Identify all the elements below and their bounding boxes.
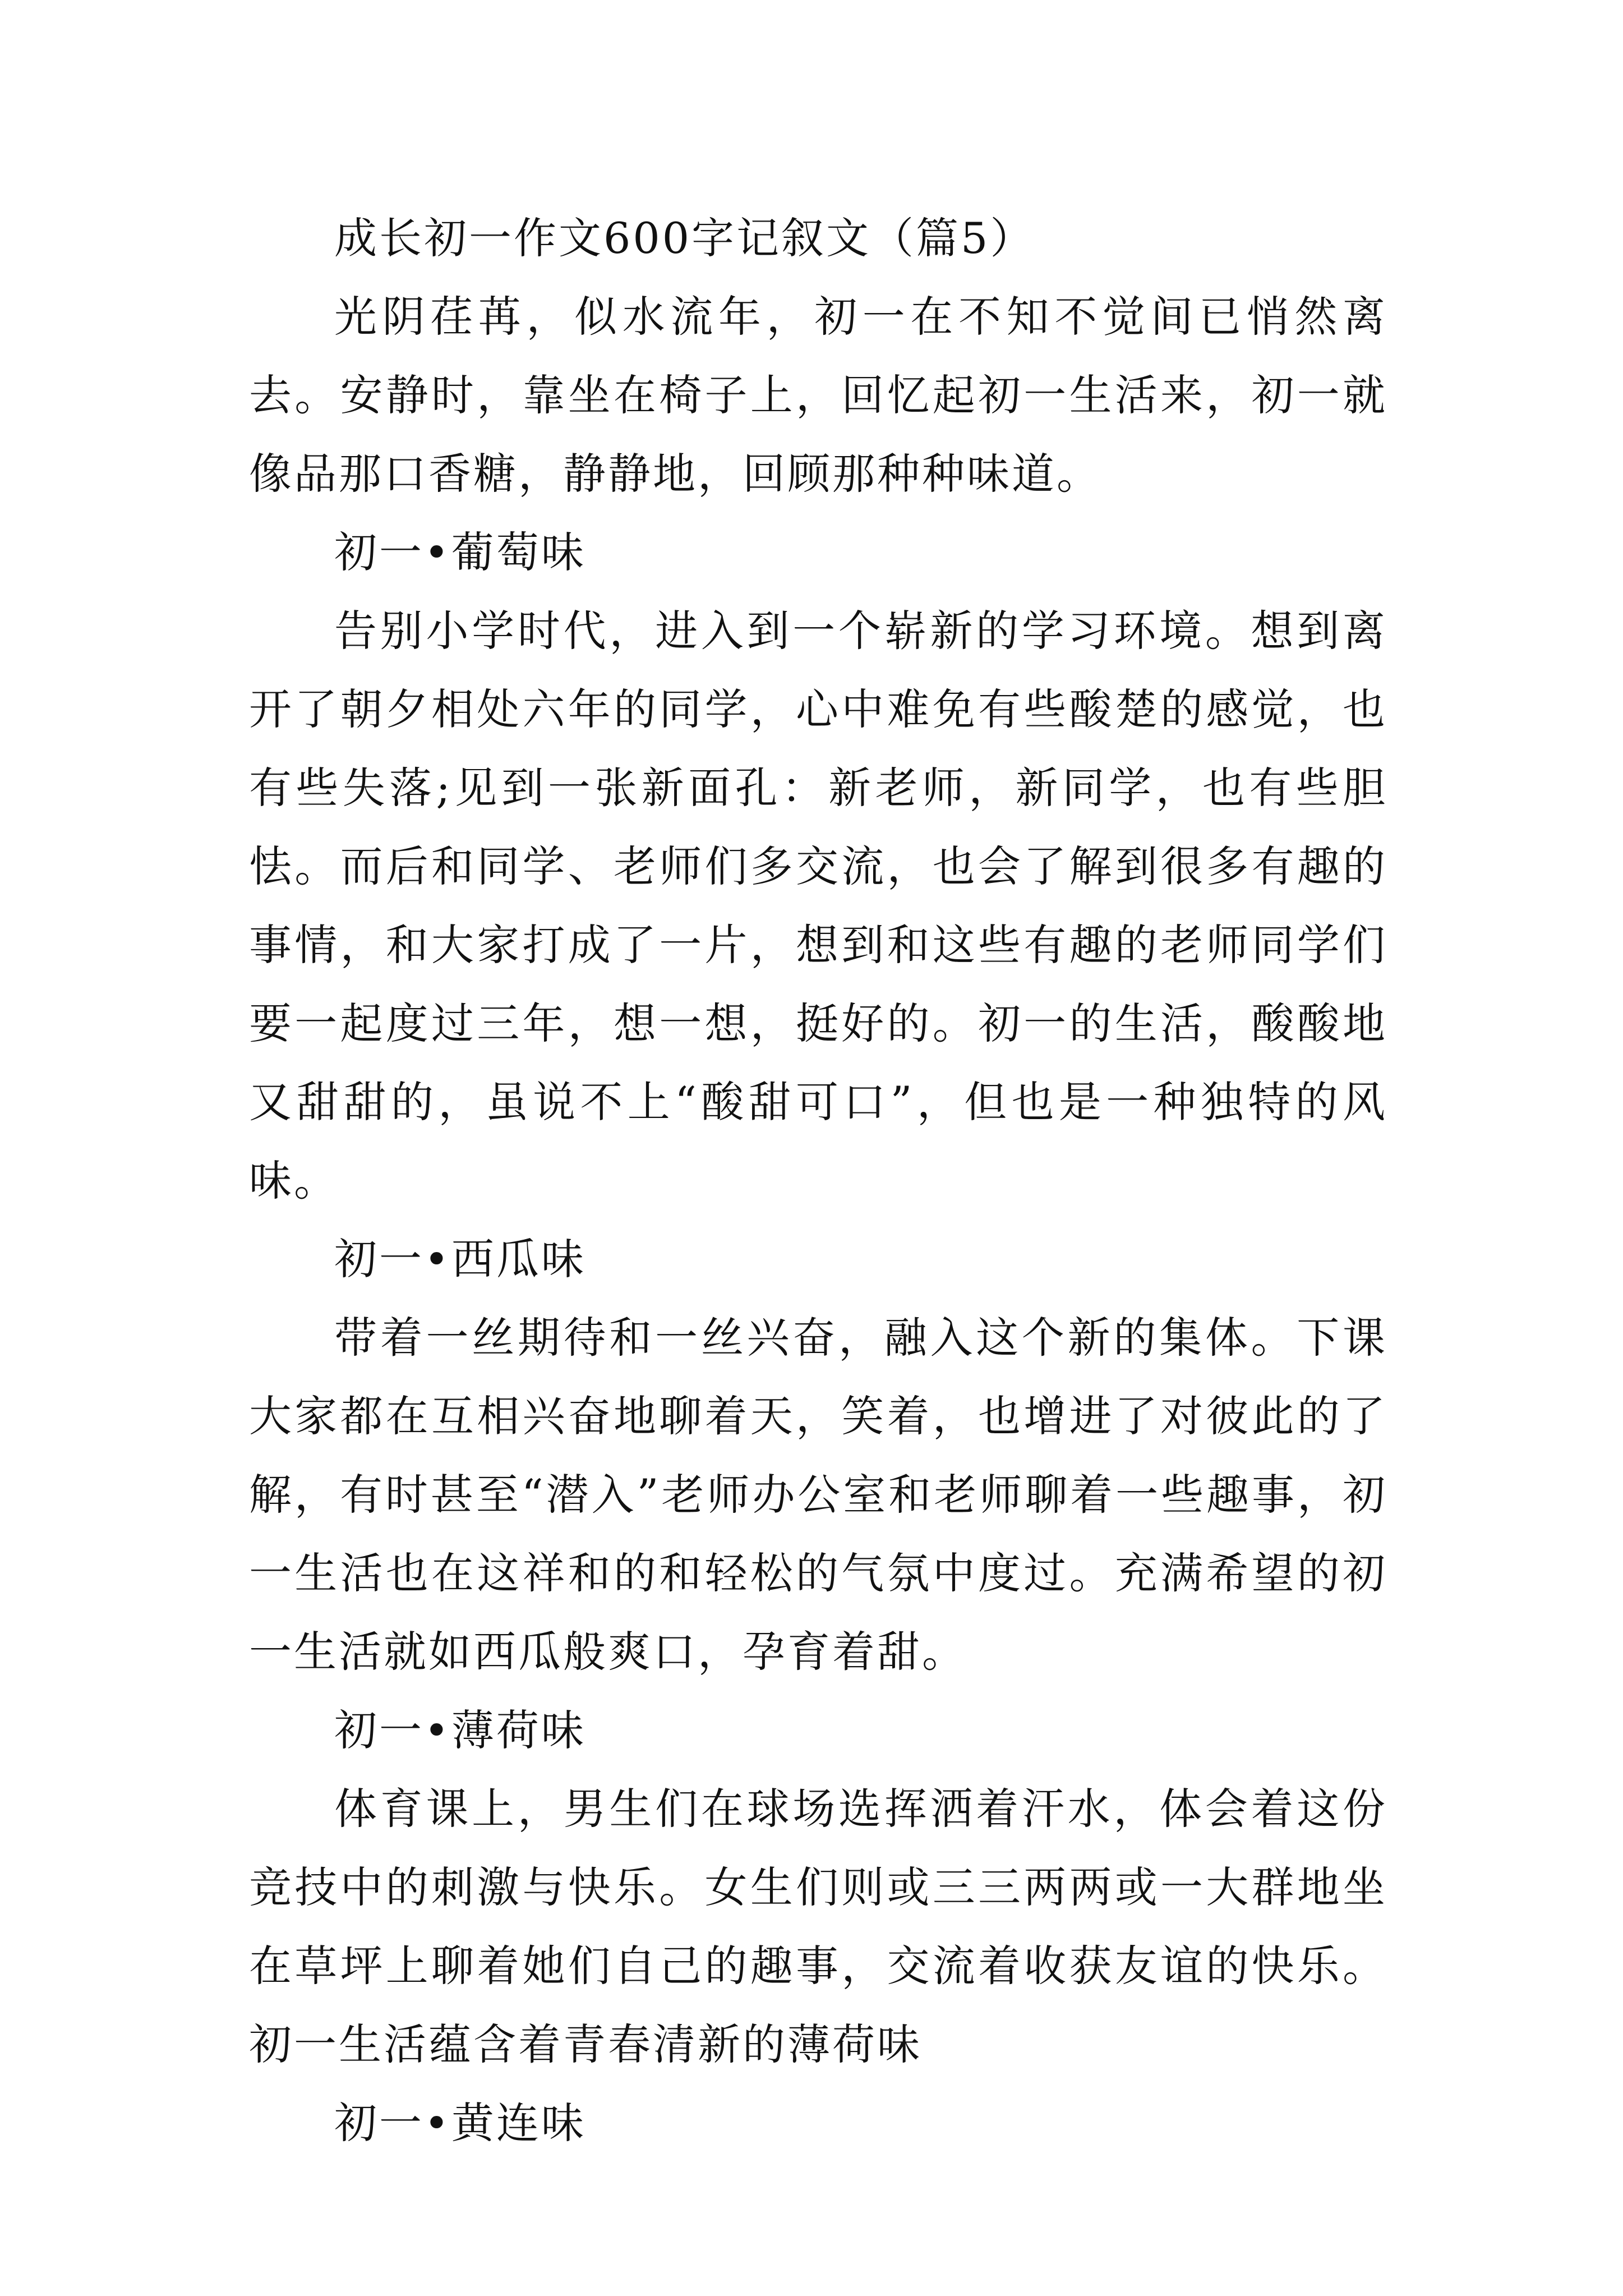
paragraph-mint: 体育课上，男生们在球场选挥洒着汗水，体会着这份竞技中的刺激与快乐。女生们则或三三两两或一大群地坐在草坪上聊着她们自己的趣事，交流着收获友谊的快乐。初一生活蕴含着青春清新的薄荷味 (249, 1784, 1387, 2069)
document-body (249, 199, 1387, 2162)
paragraph-watermelon: 带着一丝期待和一丝兴奋，融入这个新的集体。下课大家都在互相兴奋地聊着天，笑着，也增进了对彼此的了解，有时甚至“潜入”老师办公室和老师聊着一些趣事，初一生活也在这祥和的和轻松的气氛中度过。充满希望的初一生活就如西瓜般爽口，孕育着甜。 (249, 1313, 1387, 1677)
section-heading-watermelon: 初一•西瓜味 (334, 1234, 586, 1284)
section-heading-mint: 初一•薄荷味 (334, 1705, 586, 1755)
section-heading-grape: 初一•葡萄味 (334, 527, 586, 577)
paragraph-intro: 光阴荏苒，似水流年，初一在不知不觉间已悄然离去。安静时，靠坐在椅子上，回忆起初一生活来，初一就像品那口香糖，静静地，回顾那种种味道。 (249, 292, 1387, 499)
section-heading-coptis: 初一•黄连味 (334, 2098, 586, 2148)
paragraph-grape: 告别小学时代，进入到一个崭新的学习环境。想到离开了朝夕相处六年的同学，心中难免有些酸楚的感觉，也有些失落;见到一张新面孔：新老师，新同学，也有些胆怯。而后和同学、老师们多交流，也会了解到很多有趣的事情，和大家打成了一片，想到和这些有趣的老师同学们要一起度过三年，想一想，挺好的。初一的生活，酸酸地又甜甜的，虽说不上“酸甜可口”，但也是一种独特的风味。 (249, 606, 1387, 1205)
document-title: 成长初一作文600字记叙文（篇5） (334, 213, 1035, 263)
